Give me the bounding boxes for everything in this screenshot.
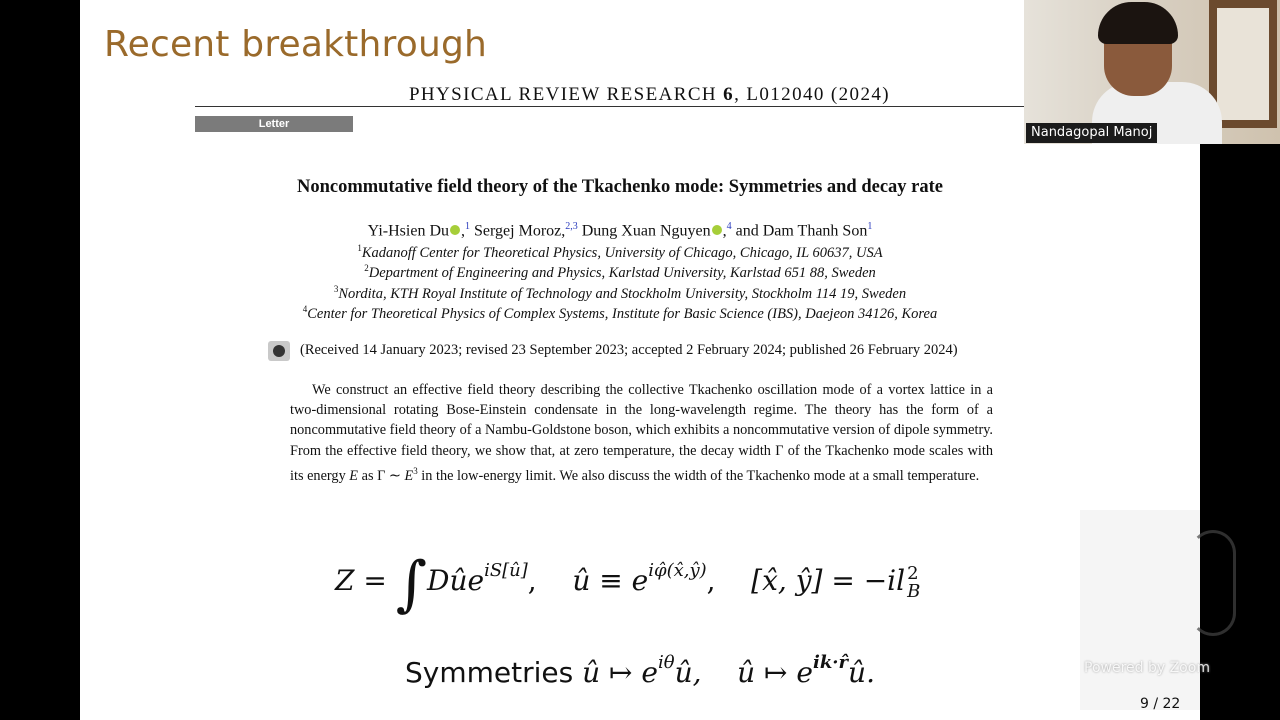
abstract-var: E	[349, 467, 359, 484]
eq-sup: iφ̂(x̂,ŷ)	[648, 560, 707, 581]
eq-sup: 2	[907, 562, 919, 584]
affiliation-1	[240, 243, 1000, 262]
author-name: and Dam Thanh Son	[735, 222, 868, 240]
affiliation-sup: 1	[357, 243, 362, 253]
affiliation-text: Kadanoff Center for Theoretical Physics, University of Chicago, Chicago, IL 60637, USA	[361, 244, 883, 261]
eq-symbol: ,	[706, 564, 752, 597]
author-name: Yi-Hsien Du	[367, 222, 449, 240]
slide-title: Recent breakthrough	[104, 24, 488, 65]
author-list: Yi-Hsien Du ,$^1$ Sergej Moroz,$^{2,3}$ Dung Xuan Nguyen ,$^4$ and Dam Thanh Son$^1$	[367, 221, 873, 240]
participant-name: Nandagopal Manoj	[1026, 123, 1157, 143]
eq-symbol: =	[354, 564, 396, 597]
symmetries-equation	[405, 652, 875, 689]
eq-symbol: Z	[335, 564, 355, 597]
eq-symbol: û ↦ e	[573, 656, 658, 689]
affiliation-3	[240, 284, 1000, 303]
university-seal-icon	[1190, 530, 1236, 636]
journal-header	[195, 84, 890, 106]
abstract	[290, 380, 993, 486]
affiliation-text: Department of Engineering and Physics, Karlstad University, Karlstad 651 88, Sweden	[368, 264, 876, 281]
author-sup: 4	[726, 221, 732, 232]
eq-symbol: e	[467, 564, 485, 597]
author-name: Dung Xuan Nguyen	[581, 222, 711, 240]
abstract-text: as Γ ∼	[358, 467, 405, 484]
orcid-icon[interactable]	[450, 225, 460, 235]
eq-sup: ik·r̂	[812, 652, 849, 673]
journal-article: , L012040 (2024)	[734, 84, 890, 105]
crossmark-icon[interactable]	[268, 341, 290, 361]
eq-symbol: û,	[674, 656, 702, 689]
abstract-exp: 3	[413, 465, 418, 476]
partition-function-equation	[335, 549, 921, 619]
eq-symbol: û	[572, 564, 591, 597]
affiliation-text: Nordita, KTH Royal Institute of Technology and Stockholm University, Stockholm 114 19, Sweden	[338, 285, 907, 302]
watermark-area	[1080, 510, 1200, 710]
affiliation-2	[240, 263, 1000, 282]
author-sup: 2,3	[565, 221, 578, 232]
affiliation-sup: 2	[364, 263, 369, 273]
eq-symbol: [x̂, ŷ] = −il	[751, 564, 906, 597]
integral-sign: ∫	[395, 549, 427, 619]
eq-symbol: û ↦ e	[701, 656, 813, 689]
eq-sup: iθ	[657, 652, 675, 673]
eq-symbol: ,	[527, 564, 573, 597]
paper-title: Noncommutative field theory of the Tkachenko mode: Symmetries and decay rate	[296, 177, 944, 197]
eq-symbol: û.	[848, 656, 875, 689]
author-sup: 1	[867, 221, 873, 232]
abstract-var: E	[404, 467, 414, 484]
eq-label: Symmetries	[405, 656, 574, 689]
journal-volume: 6	[723, 84, 735, 105]
affiliation-text: Center for Theoretical Physics of Complex Systems, Institute for Basic Science (IBS), Daejeon 34126, Korea	[307, 305, 938, 322]
page-number: 9 / 22	[1140, 696, 1181, 712]
letter-tag: Letter	[195, 116, 353, 132]
eq-index-stack	[907, 562, 921, 602]
eq-symbol: ≡	[590, 564, 632, 597]
affiliation-sup: 3	[333, 284, 339, 294]
journal-name: PHYSICAL REVIEW RESEARCH	[408, 84, 718, 105]
orcid-icon[interactable]	[712, 225, 722, 235]
abstract-text: We construct an effective field theory describing the collective Tkachenko oscillation mode of a vortex lattice in a two-dimensional rotating Bose-Einstein condensate in the long-wavelength regime. The theory has the form of a noncommutative field theory of a Nambu-Goldstone boson, which exhibits a noncommutative version of dipole symmetry. From the effective field theory, we show that, at zero temperature, the decay width Γ of the Tkachenko mode scales with its energy	[290, 382, 993, 484]
abstract-text: in the low-energy limit. We also discuss the width of the Tkachenko mode at a small temperature.	[417, 467, 980, 484]
eq-symbol: e	[631, 564, 649, 597]
affiliation-4	[240, 304, 1000, 323]
eq-sup: iS[û]	[484, 560, 528, 581]
eq-symbol: Dû	[427, 564, 468, 597]
affiliation-sup: 4	[302, 304, 308, 314]
powered-by-zoom: Powered by Zoom	[1084, 660, 1210, 676]
received-dates: (Received 14 January 2023; revised 23 September 2023; accepted 2 February 2024; published 26 February 2024)	[300, 342, 958, 358]
author-sup: 1	[465, 221, 470, 232]
author-name: Sergej Moroz,	[474, 222, 566, 240]
eq-sub: B	[907, 580, 921, 602]
